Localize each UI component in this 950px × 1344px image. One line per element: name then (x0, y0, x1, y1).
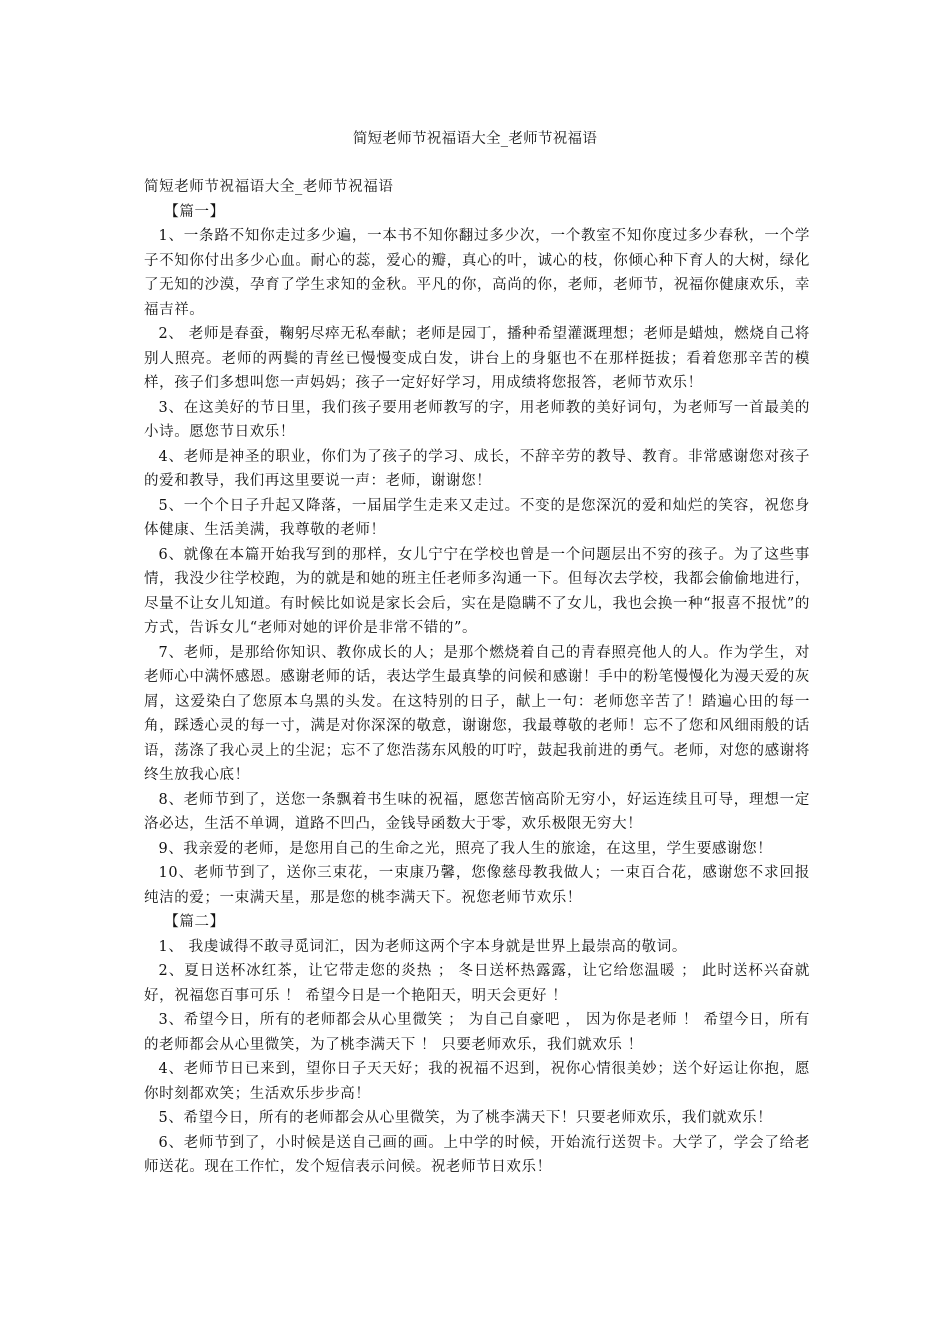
section-heading-1: 【篇一】 (164, 203, 225, 220)
paragraph: 5、一个个日子升起又降落，一届届学生走来又走过。不变的是您深沉的爱和灿烂的笑容，祝您身体健康、生活美满，我尊敬的老师！ (144, 497, 810, 538)
paragraph: 2、 老师是春蚕，鞠躬尽瘁无私奉献；老师是园丁，播种希望灌溉理想；老师是蜡烛，燃烧自己将别人照亮。老师的两鬓的青丝已慢慢变成白发，讲台上的身躯也不在那样挺拔；看着您那辛苦的模样，孩子们多想叫您一声妈妈；孩子一定好好学习，用成绩将您报答，老师节欢乐！ (144, 326, 810, 391)
paragraph: 7、老师，是那给你知识、教你成长的人；是那个燃烧着自己的青春照亮他人的人。作为学生，对老师心中满怀感恩。感谢老师的话，表达学生最真挚的问候和感谢！手中的粉笔慢慢化为漫天爱的灰屑，这爱染白了您原本乌黑的头发。在这特别的日子，献上一句：老师您辛苦了！踏遍心田的每一角，踩透心灵的每一寸，满是对你深深的敬意，谢谢您，我最尊敬的老师！忘不了您和风细雨般的话语，荡涤了我心灵上的尘泥；忘不了您浩荡东风般的叮咛，鼓起我前进的勇气。老师，对您的感谢将终生放我心底！ (144, 644, 810, 783)
paragraph: 2、夏日送杯冰红茶，让它带走您的炎热 ； 冬日送杯热露露，让它给您温暖 ； 此时送杯兴奋就好，祝福您百事可乐 ！ 希望今日是一个艳阳天，明天会更好 ！ (144, 963, 810, 1004)
paragraph: 1、一条路不知你走过多少遍，一本书不知你翻过多少次，一个教室不知你度过多少春秋，一个学子不知你付出多少心血。耐心的蕊，爱心的瓣，真心的叶，诚心的枝，你倾心种下育人的大树，绿化了无知的沙漠，孕育了学生求知的金秋。平凡的你，高尚的你，老师，老师节，祝福你健康欢乐，幸福吉祥。 (144, 228, 810, 318)
page-title: 简短老师节祝福语大全_老师节祝福语 (352, 131, 598, 147)
paragraph: 8、老师节到了，送您一条飘着书生味的祝福，愿您苦恼高阶无穷小，好运连续且可导，理想一定洛必达，生活不单调，道路不凹凸，金钱导函数大于零，欢乐极限无穷大！ (144, 791, 810, 832)
paragraph: 4、老师节日已来到，望你日子天天好；我的祝福不迟到，祝你心情很美妙；送个好运让你抱，愿你时刻都欢笑；生活欢乐步步高！ (144, 1061, 810, 1102)
paragraph: 6、就像在本篇开始我写到的那样，女儿宁宁在学校也曾是一个问题层出不穷的孩子。为了这些事情，我没少往学校跑，为的就是和她的班主任老师多沟通一下。但每次去学校，我都会偷偷地进行，尽量不让女儿知道。有时候比如说是家长会后，实在是隐瞒不了女儿，我也会换一种“报喜不报忧”的方式，告诉女儿“老师对她的评价是非常不错的”。 (144, 546, 810, 636)
paragraph: 6、老师节到了，小时候是送自己画的画。上中学的时候，开始流行送贺卡。大学了，学会了给老师送花。现在工作忙，发个短信表示问候。祝老师节日欢乐！ (144, 1134, 810, 1175)
paragraph: 3、在这美好的节日里，我们孩子要用老师教写的字，用老师教的美好词句，为老师写一首最美的小诗。愿您节日欢乐！ (144, 399, 810, 440)
document-heading: 简短老师节祝福语大全_老师节祝福语 (144, 179, 394, 195)
document-body (144, 175, 810, 1180)
section-heading-2: 【篇二】 (164, 914, 225, 930)
paragraph: 10、老师节到了，送你三束花，一束康乃馨，您像慈母教我做人；一束百合花，感谢您不求回报纯洁的爱；一束满天星，那是您的桃李满天下。祝您老师节欢乐！ (144, 865, 810, 906)
paragraph: 9、我亲爱的老师，是您用自己的生命之光，照亮了我人生的旅途，在这里，学生要感谢您！ (158, 840, 773, 857)
paragraph: 3、希望今日，所有的老师都会从心里微笑 ； 为自己自豪吧 ， 因为你是老师 ！ 希望今日，所有的老师都会从心里微笑，为了桃李满天下 ！ 只要老师欢乐，我们就欢乐 ！ (144, 1012, 810, 1053)
paragraph: 1、 我虔诚得不敢寻觅词汇，因为老师这两个字本身就是世界上最崇高的敬词。 (158, 938, 687, 955)
paragraph: 4、老师是神圣的职业，你们为了孩子的学习、成长，不辞辛劳的教导、教育。非常感谢您对孩子的爱和教导，我们再这里要说一声：老师，谢谢您！ (144, 448, 810, 489)
paragraph: 5、希望今日，所有的老师都会从心里微笑，为了桃李满天下！只要老师欢乐，我们就欢乐！ (158, 1110, 773, 1126)
